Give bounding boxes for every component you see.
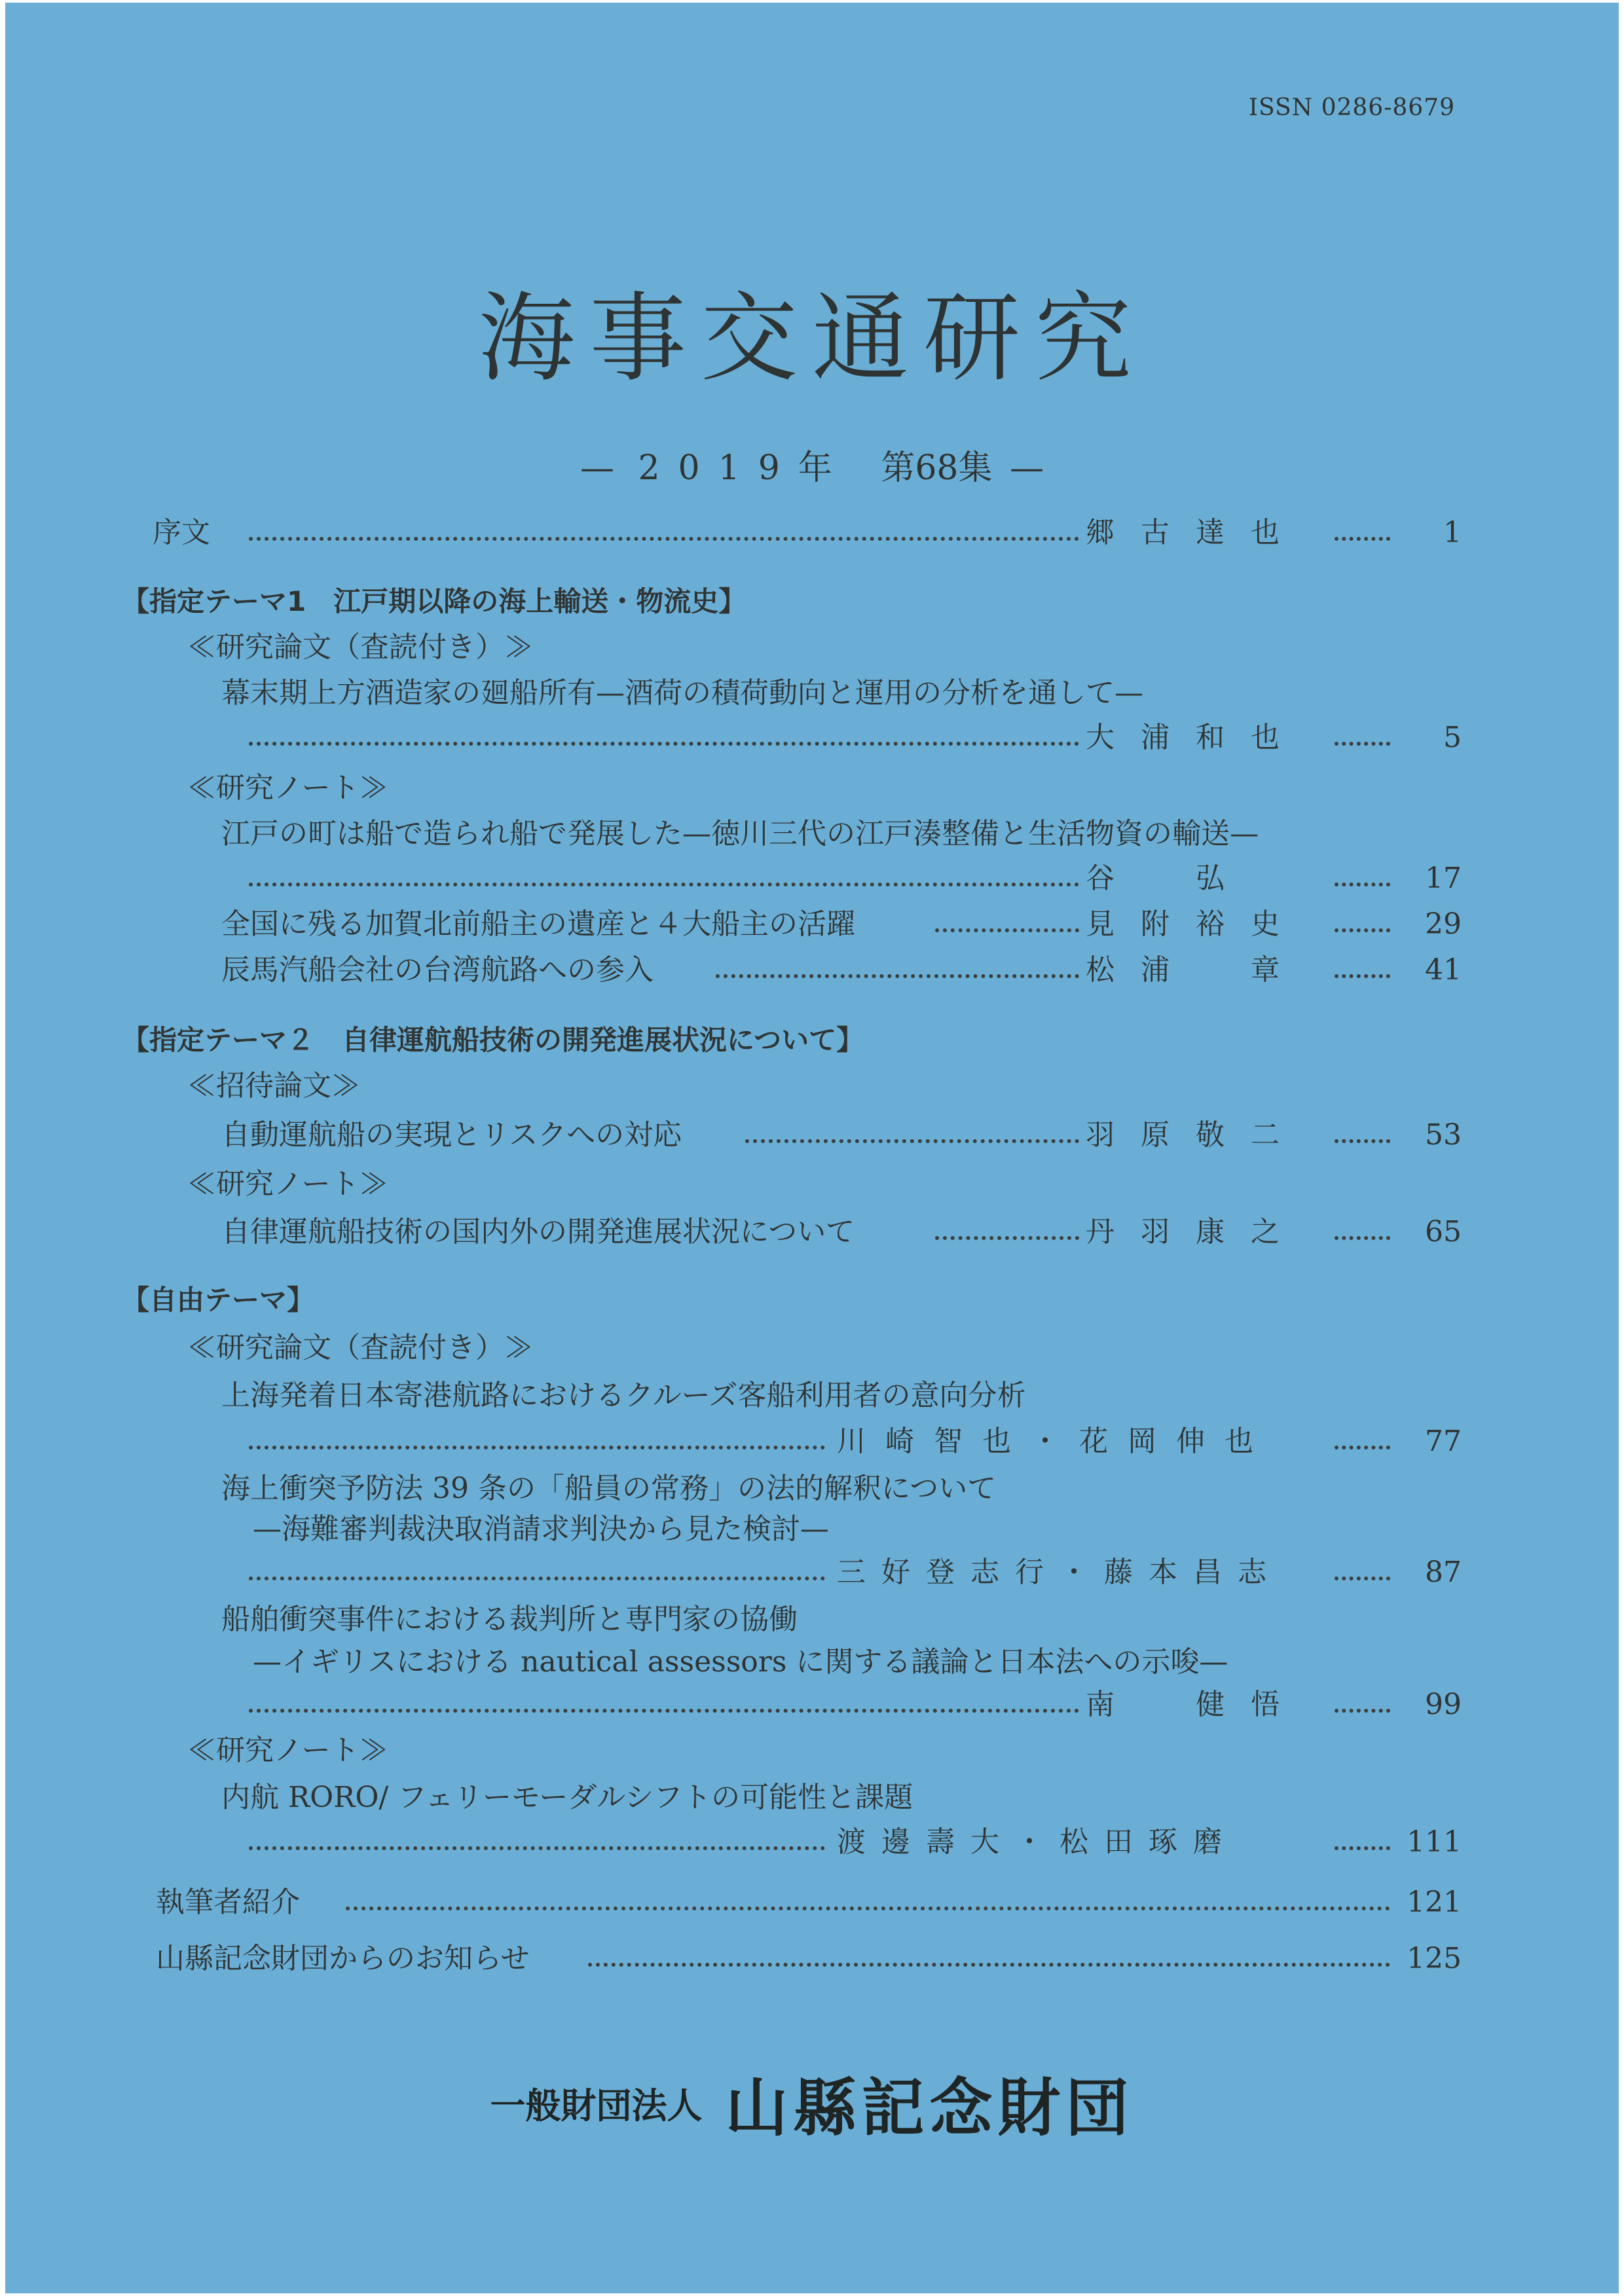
category-label [5,1165,1619,1204]
table-of-contents [5,3,1619,2293]
toc-entry-author-line [5,1823,1619,1862]
toc-page: 1 [1443,516,1462,549]
toc-author: 川崎智也・花岡伸也 [837,1425,1273,1458]
journal-cover [5,3,1619,2293]
issue-dash-left: — [580,448,614,488]
issue-year: 2019年 [638,448,851,488]
toc-entry-author-line [5,1685,1619,1724]
category-label-text: ≪研究ノート≫ [187,771,388,805]
toc-page: 53 [1425,1118,1462,1152]
toc-title: 全国に残る加賀北前船主の遺産と４大船主の活躍 [221,907,855,941]
category-label [5,1066,1619,1106]
toc-entry-paper [5,1376,1619,1415]
toc-subtitle: —イギリスにおける nautical assessors に関する議論と日本法への示唆— [253,1645,1228,1679]
toc-entry-paper [5,674,1619,713]
section-heading-free [5,1281,1619,1320]
journal-title: 海事交通研究 [478,282,1146,395]
issue-dash-right: — [1010,448,1044,488]
leader-dots [1335,1446,1390,1449]
toc-entry-paper [5,1600,1619,1639]
toc-title: 幕末期上方酒造家の廻船所有—酒荷の積荷動向と運用の分析を通して— [221,676,1143,710]
toc-entry-notice [5,1939,1619,1978]
toc-entry-author-line [5,1553,1619,1592]
toc-entry-author-line [5,1422,1619,1461]
category-label [5,1328,1619,1368]
toc-title: 自律運航船技術の国内外の開発進展状況について [221,1215,855,1248]
category-label-text: ≪招待論文≫ [187,1069,360,1102]
toc-title: 自動運航船の実現とリスクへの対応 [221,1118,682,1152]
publisher [5,2058,1619,2148]
category-label-text: ≪研究ノート≫ [187,1167,388,1201]
leader-dots [1335,1846,1390,1850]
toc-title: 内航 RORO/ フェリーモーダルシフトの可能性と課題 [221,1781,913,1814]
toc-page: 121 [1407,1886,1462,1919]
leader-dots [249,537,1079,541]
toc-title: 船舶衝突事件における裁判所と専門家の協働 [221,1603,798,1636]
toc-page: 29 [1425,907,1462,941]
section-heading: 【指定テーマ２ 自律運航船技術の開発進展状況について】 [122,1024,864,1056]
section-heading: 【自由テーマ】 [122,1284,315,1316]
leader-dots [249,1446,825,1449]
leader-dots [935,1236,1079,1240]
category-label [5,769,1619,808]
toc-title: 山縣記念財団からのお知らせ [156,1942,530,1975]
publisher-name: 山縣記念財団 [725,2071,1134,2145]
toc-title: 上海発着日本寄港航路におけるクルーズ客船利用者の意向分析 [221,1379,1026,1412]
toc-entry-note [5,814,1619,854]
toc-author: 大浦和也 [1086,721,1306,754]
leader-dots [716,974,1079,978]
toc-entry-preface [5,513,1619,553]
toc-entry-subtitle [5,1510,1619,1549]
leader-dots [745,1139,1079,1143]
leader-dots [249,1709,1079,1713]
toc-entry-paper [5,1116,1619,1155]
toc-title: 海上衝突予防法 39 条の「船員の常務」の法的解釈について [221,1472,997,1505]
publisher-corporate-type: 一般財団法人 [490,2085,703,2126]
toc-title: 江戸の町は船で造られ船で発展した—徳川三代の江戸湊整備と生活物資の輸送— [221,817,1259,850]
toc-author: 郷古達也 [1086,516,1306,549]
toc-author: 松浦 章 [1086,953,1306,987]
toc-entry-authors-intro [5,1883,1619,1922]
toc-author: 南 健悟 [1086,1688,1306,1721]
leader-dots [935,928,1079,932]
leader-dots [1335,883,1390,886]
toc-entry-author-line [5,859,1619,898]
toc-entry-note [5,1778,1619,1817]
leader-dots [1335,928,1390,932]
leader-dots [588,1963,1390,1967]
category-label-text: ≪研究論文（査読付き）≫ [187,1331,533,1364]
toc-entry-note [5,905,1619,944]
toc-title: 序文 [153,516,210,549]
category-label [5,628,1619,667]
section-heading-theme2 [5,1021,1619,1060]
toc-entry-paper [5,1469,1619,1508]
toc-entry-author-line [5,718,1619,757]
toc-entry-note [5,1212,1619,1252]
toc-entry-subtitle [5,1643,1619,1682]
toc-author: 羽原敬二 [1086,1118,1306,1152]
leader-dots [1335,537,1390,541]
leader-dots [346,1906,1390,1910]
category-label-text: ≪研究ノート≫ [187,1734,388,1767]
toc-page: 5 [1443,721,1462,754]
toc-author: 渡邊壽大・松田琢磨 [837,1825,1238,1859]
toc-page: 65 [1425,1215,1462,1248]
leader-dots [1335,1576,1390,1580]
leader-dots [1335,1709,1390,1713]
toc-page: 125 [1407,1942,1462,1975]
toc-page: 77 [1425,1425,1462,1458]
toc-author: 谷 弘 [1086,862,1251,895]
leader-dots [1335,742,1390,746]
toc-page: 17 [1425,862,1462,895]
toc-author: 丹羽康之 [1086,1215,1306,1248]
toc-title: 執筆者紹介 [156,1886,300,1919]
toc-author: 見附裕史 [1086,907,1306,941]
category-label-text: ≪研究論文（査読付き）≫ [187,630,533,664]
toc-page: 41 [1425,953,1462,987]
toc-author: 三好登志行・藤本昌志 [837,1556,1282,1589]
issue-volume: 第68集 [881,448,993,488]
section-heading: 【指定テーマ1 江戸期以降の海上輸送・物流史】 [122,585,747,617]
leader-dots [249,1846,825,1850]
toc-title: 辰馬汽船会社の台湾航路への参入 [221,953,654,987]
issn-number: ISSN 0286-8679 [1248,94,1455,121]
toc-page: 111 [1407,1825,1462,1859]
toc-page: 87 [1425,1556,1462,1589]
toc-entry-note [5,951,1619,990]
leader-dots [249,883,1079,886]
leader-dots [249,742,1079,746]
toc-subtitle: —海難審判裁決取消請求判決から見た検討— [253,1512,829,1546]
category-label [5,1731,1619,1770]
leader-dots [1335,1236,1390,1240]
section-heading-theme1 [5,582,1619,621]
leader-dots [249,1576,825,1580]
toc-page: 99 [1425,1688,1462,1721]
leader-dots [1335,974,1390,978]
leader-dots [1335,1139,1390,1143]
